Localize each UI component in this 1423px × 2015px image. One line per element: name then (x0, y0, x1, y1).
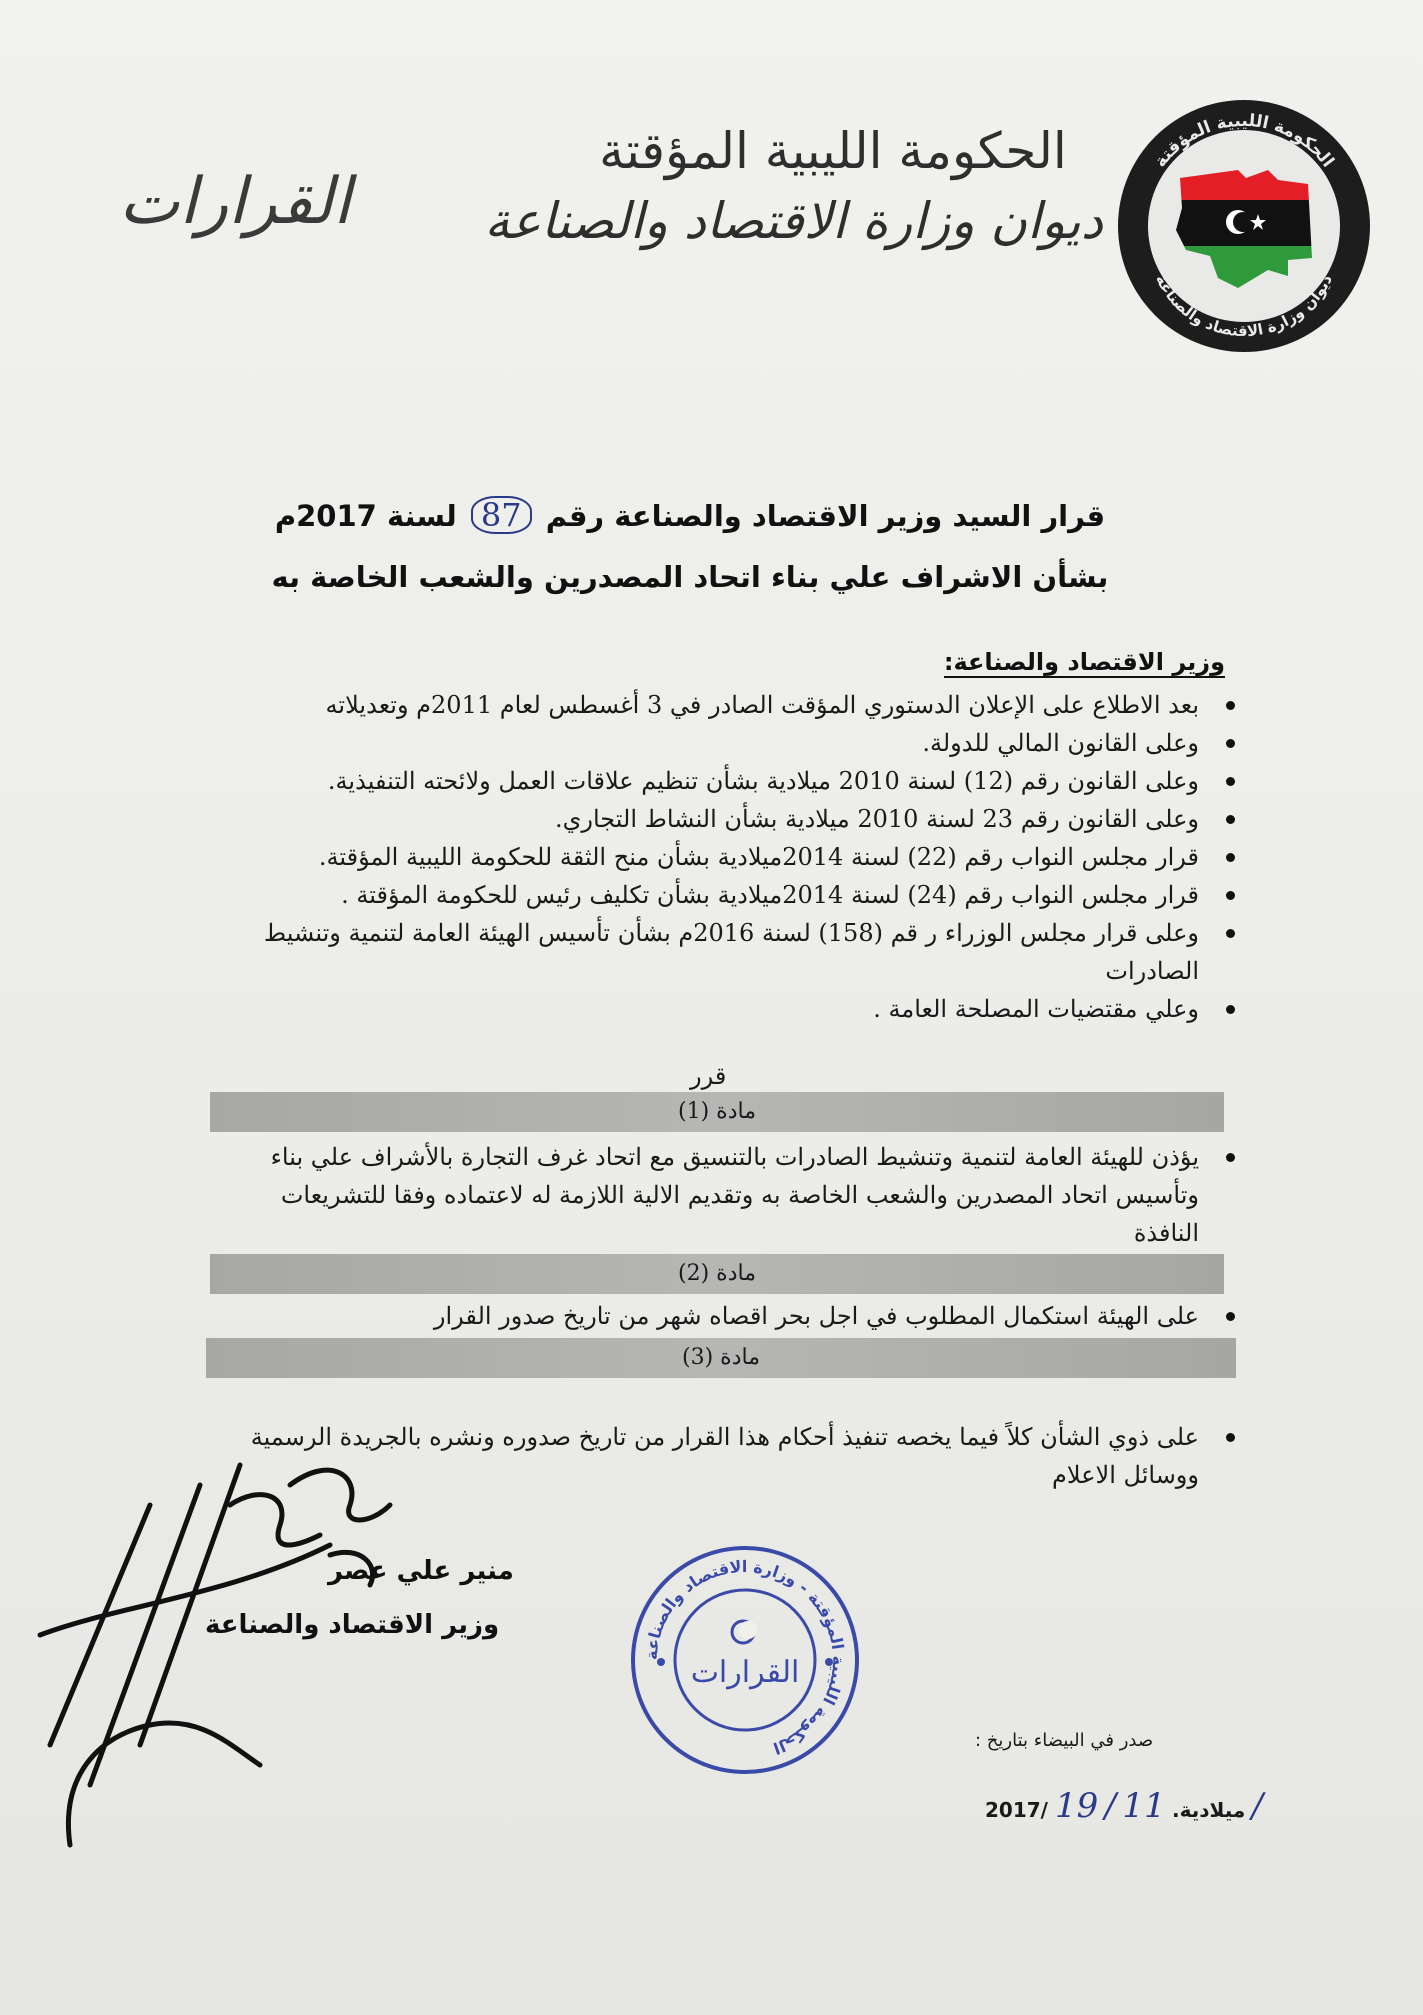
article-text: على الهيئة استكمال المطلوب في اجل بحر اقصاه شهر من تاريخ صدور القرار (213, 1297, 1243, 1335)
government-name: الحكومة الليبية المؤقتة (599, 122, 1067, 180)
decision-number: 87 (471, 496, 532, 534)
preamble-item: بعد الاطلاع على الإعلان الدستوري المؤقت الصادر في 3 أغسطس لعام 2011م وتعديلاته (243, 686, 1243, 724)
article-2-heading: مادة (2) (210, 1254, 1224, 1294)
preamble-heading: وزير الاقتصاد والصناعة: (943, 648, 1225, 676)
preamble-item: وعلى القانون رقم 23 لسنة 2010 ميلادية بشأن النشاط التجاري. (243, 800, 1243, 838)
decision-title (260, 496, 1120, 534)
svg-text:الحكومة الليبية المؤقتة: الحكومة الليبية المؤقتة (1150, 110, 1338, 172)
preamble-item: وعلي مقتضيات المصلحة العامة . (243, 990, 1243, 1028)
article-3-heading: مادة (3) (206, 1338, 1236, 1378)
issued-date: 2017/ ميلادية. 11 / 19 / (985, 1786, 1264, 1826)
svg-text:الحكومة الليبية المؤقتة - وزار: الحكومة الليبية المؤقتة - وزارة الاقتصاد والصناعة (641, 1556, 849, 1758)
preamble-item: وعلى القانون المالي للدولة. (243, 724, 1243, 762)
decision-subject: بشأن الاشراف علي بناء اتحاد المصدرين والشعب الخاصة به (271, 560, 1109, 594)
issued-place: صدر في البيضاء بتاريخ : (975, 1730, 1154, 1751)
issued-day: 19 (1054, 1786, 1099, 1826)
preamble-list (243, 686, 1243, 1028)
title-year: لسنة 2017م (274, 499, 457, 533)
preamble-item: وعلى القانون رقم (12) لسنة 2010 ميلادية بشأن تنظيم علاقات العمل ولائحته التنفيذية. (243, 762, 1243, 800)
article-1-heading: مادة (1) (210, 1092, 1224, 1132)
decided-label: قرر (690, 1062, 727, 1090)
article-text: على ذوي الشأن كلاً فيما يخصه تنفيذ أحكام هذا القرار من تاريخ صدوره ونشره بالجريدة الرسمية ووسائل الاعلام (213, 1418, 1243, 1494)
article-text: يؤذن للهيئة العامة لتنمية وتنشيط الصادرات بالتنسيق مع اتحاد غرف التجارة بالأشراف علي بناء وتأسيس اتحاد المصدرين والشعب الخاصة به وتقديم الالية اللازمة له لاعتماده وفقا للتشريعات النافذة (213, 1138, 1243, 1252)
ministry-name: ديوان وزارة الاقتصاد والصناعة (484, 192, 1103, 250)
preamble-item: قرار مجلس النواب رقم (24) لسنة 2014ميلادية بشأن تكليف رئيس للحكومة المؤقتة . (243, 876, 1243, 914)
title-prefix: قرار السيد وزير الاقتصاد والصناعة رقم (545, 499, 1106, 533)
issued-month: 11 (1122, 1786, 1166, 1826)
preamble-item: قرار مجلس النواب رقم (22) لسنة 2014ميلادية بشأن منح الثقة للحكومة الليبية المؤقتة. (243, 838, 1243, 876)
preamble-item: وعلى قرار مجلس الوزراء ر قم (158) لسنة 2016م بشأن تأسيس الهيئة العامة لتنمية وتنشيط الصادرات (243, 914, 1243, 990)
issued-year: 2017/ ميلادية. (985, 1798, 1246, 1822)
article-1-body (213, 1138, 1243, 1252)
handwritten-signature (30, 1445, 500, 1865)
svg-text:القرارات: القرارات (690, 1655, 800, 1690)
ministry-emblem (1118, 100, 1370, 352)
svg-text:ديوان وزارة الاقتصاد والصناعة: ديوان وزارة الاقتصاد والصناعة (1152, 271, 1336, 341)
libya-flag-map-icon (1118, 100, 1370, 352)
signer-name: منير علي عصر (328, 1556, 514, 1586)
article-2-body (213, 1297, 1243, 1335)
official-stamp (625, 1540, 865, 1780)
section-tag: القرارات (119, 165, 351, 239)
signer-title: وزير الاقتصاد والصناعة (205, 1610, 500, 1640)
